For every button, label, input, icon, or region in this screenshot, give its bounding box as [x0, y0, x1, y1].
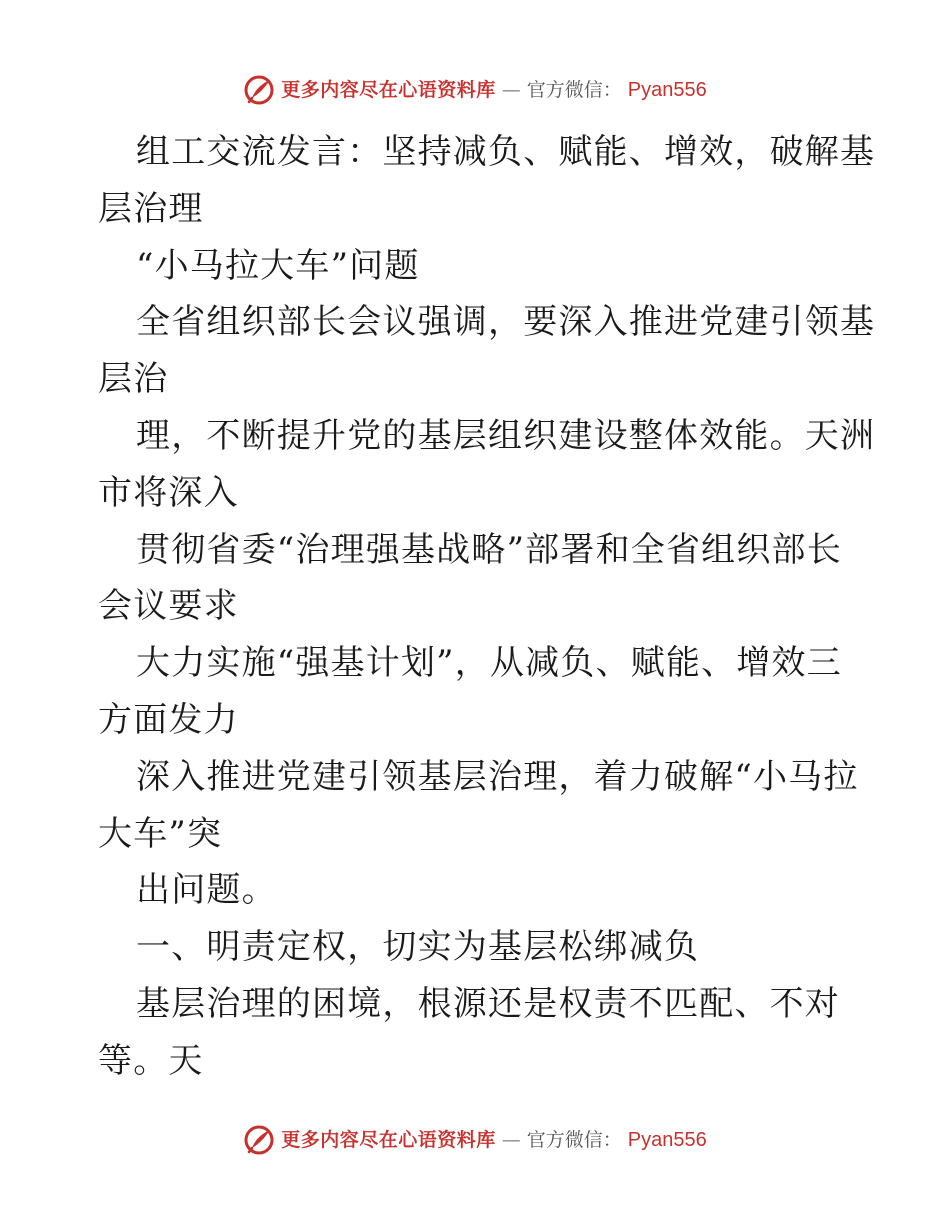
text-line: 层治理	[98, 188, 204, 229]
quill-logo-icon	[243, 74, 275, 106]
text-line: 出问题。	[136, 870, 277, 911]
text-line: 方面发力	[98, 699, 239, 740]
text-line: 会议要求	[98, 586, 239, 627]
text-line: 贯彻省委“治理强基战略”部署和全省组织部长	[136, 529, 842, 570]
text-line: 理，不断提升党的基层组织建设整体效能。天洲	[136, 415, 876, 456]
text-line: 全省组织部长会议强调，要深入推进党建引领基	[136, 302, 876, 343]
text-line: 大力实施“强基计划”，从减负、赋能、增效三	[136, 643, 842, 684]
text-line: 大车”突	[98, 813, 223, 854]
document-body	[98, 124, 876, 1090]
header-watermark	[0, 70, 950, 110]
text-line: 组工交流发言：坚持减负、赋能、增效，破解基	[136, 132, 876, 172]
text-line: 市将深入	[98, 472, 239, 513]
text-line: 层治	[98, 359, 169, 400]
watermark-separator: —	[501, 1128, 521, 1151]
watermark-tagline: 更多内容尽在心语资料库	[281, 1128, 496, 1151]
watermark-tagline: 更多内容尽在心语资料库	[281, 78, 496, 101]
text-line: 深入推进党建引领基层治理，着力破解“小马拉	[136, 756, 859, 797]
watermark-official-label: 官方微信：	[526, 1128, 622, 1151]
section-heading: 一、明责定权，切实为基层松绑减负	[136, 927, 700, 968]
text-line: 基层治理的困境，根源还是权责不匹配、不对	[136, 983, 840, 1024]
watermark-handle: Pyan556	[627, 79, 707, 101]
watermark-handle: Pyan556	[627, 1129, 707, 1151]
text-line: “小马拉大车”问题	[136, 245, 420, 286]
quill-logo-icon	[243, 1124, 275, 1156]
footer-watermark	[0, 1120, 950, 1160]
watermark-separator: —	[501, 78, 521, 101]
text-line: 等。天	[98, 1040, 204, 1081]
watermark-official-label: 官方微信：	[526, 78, 622, 101]
